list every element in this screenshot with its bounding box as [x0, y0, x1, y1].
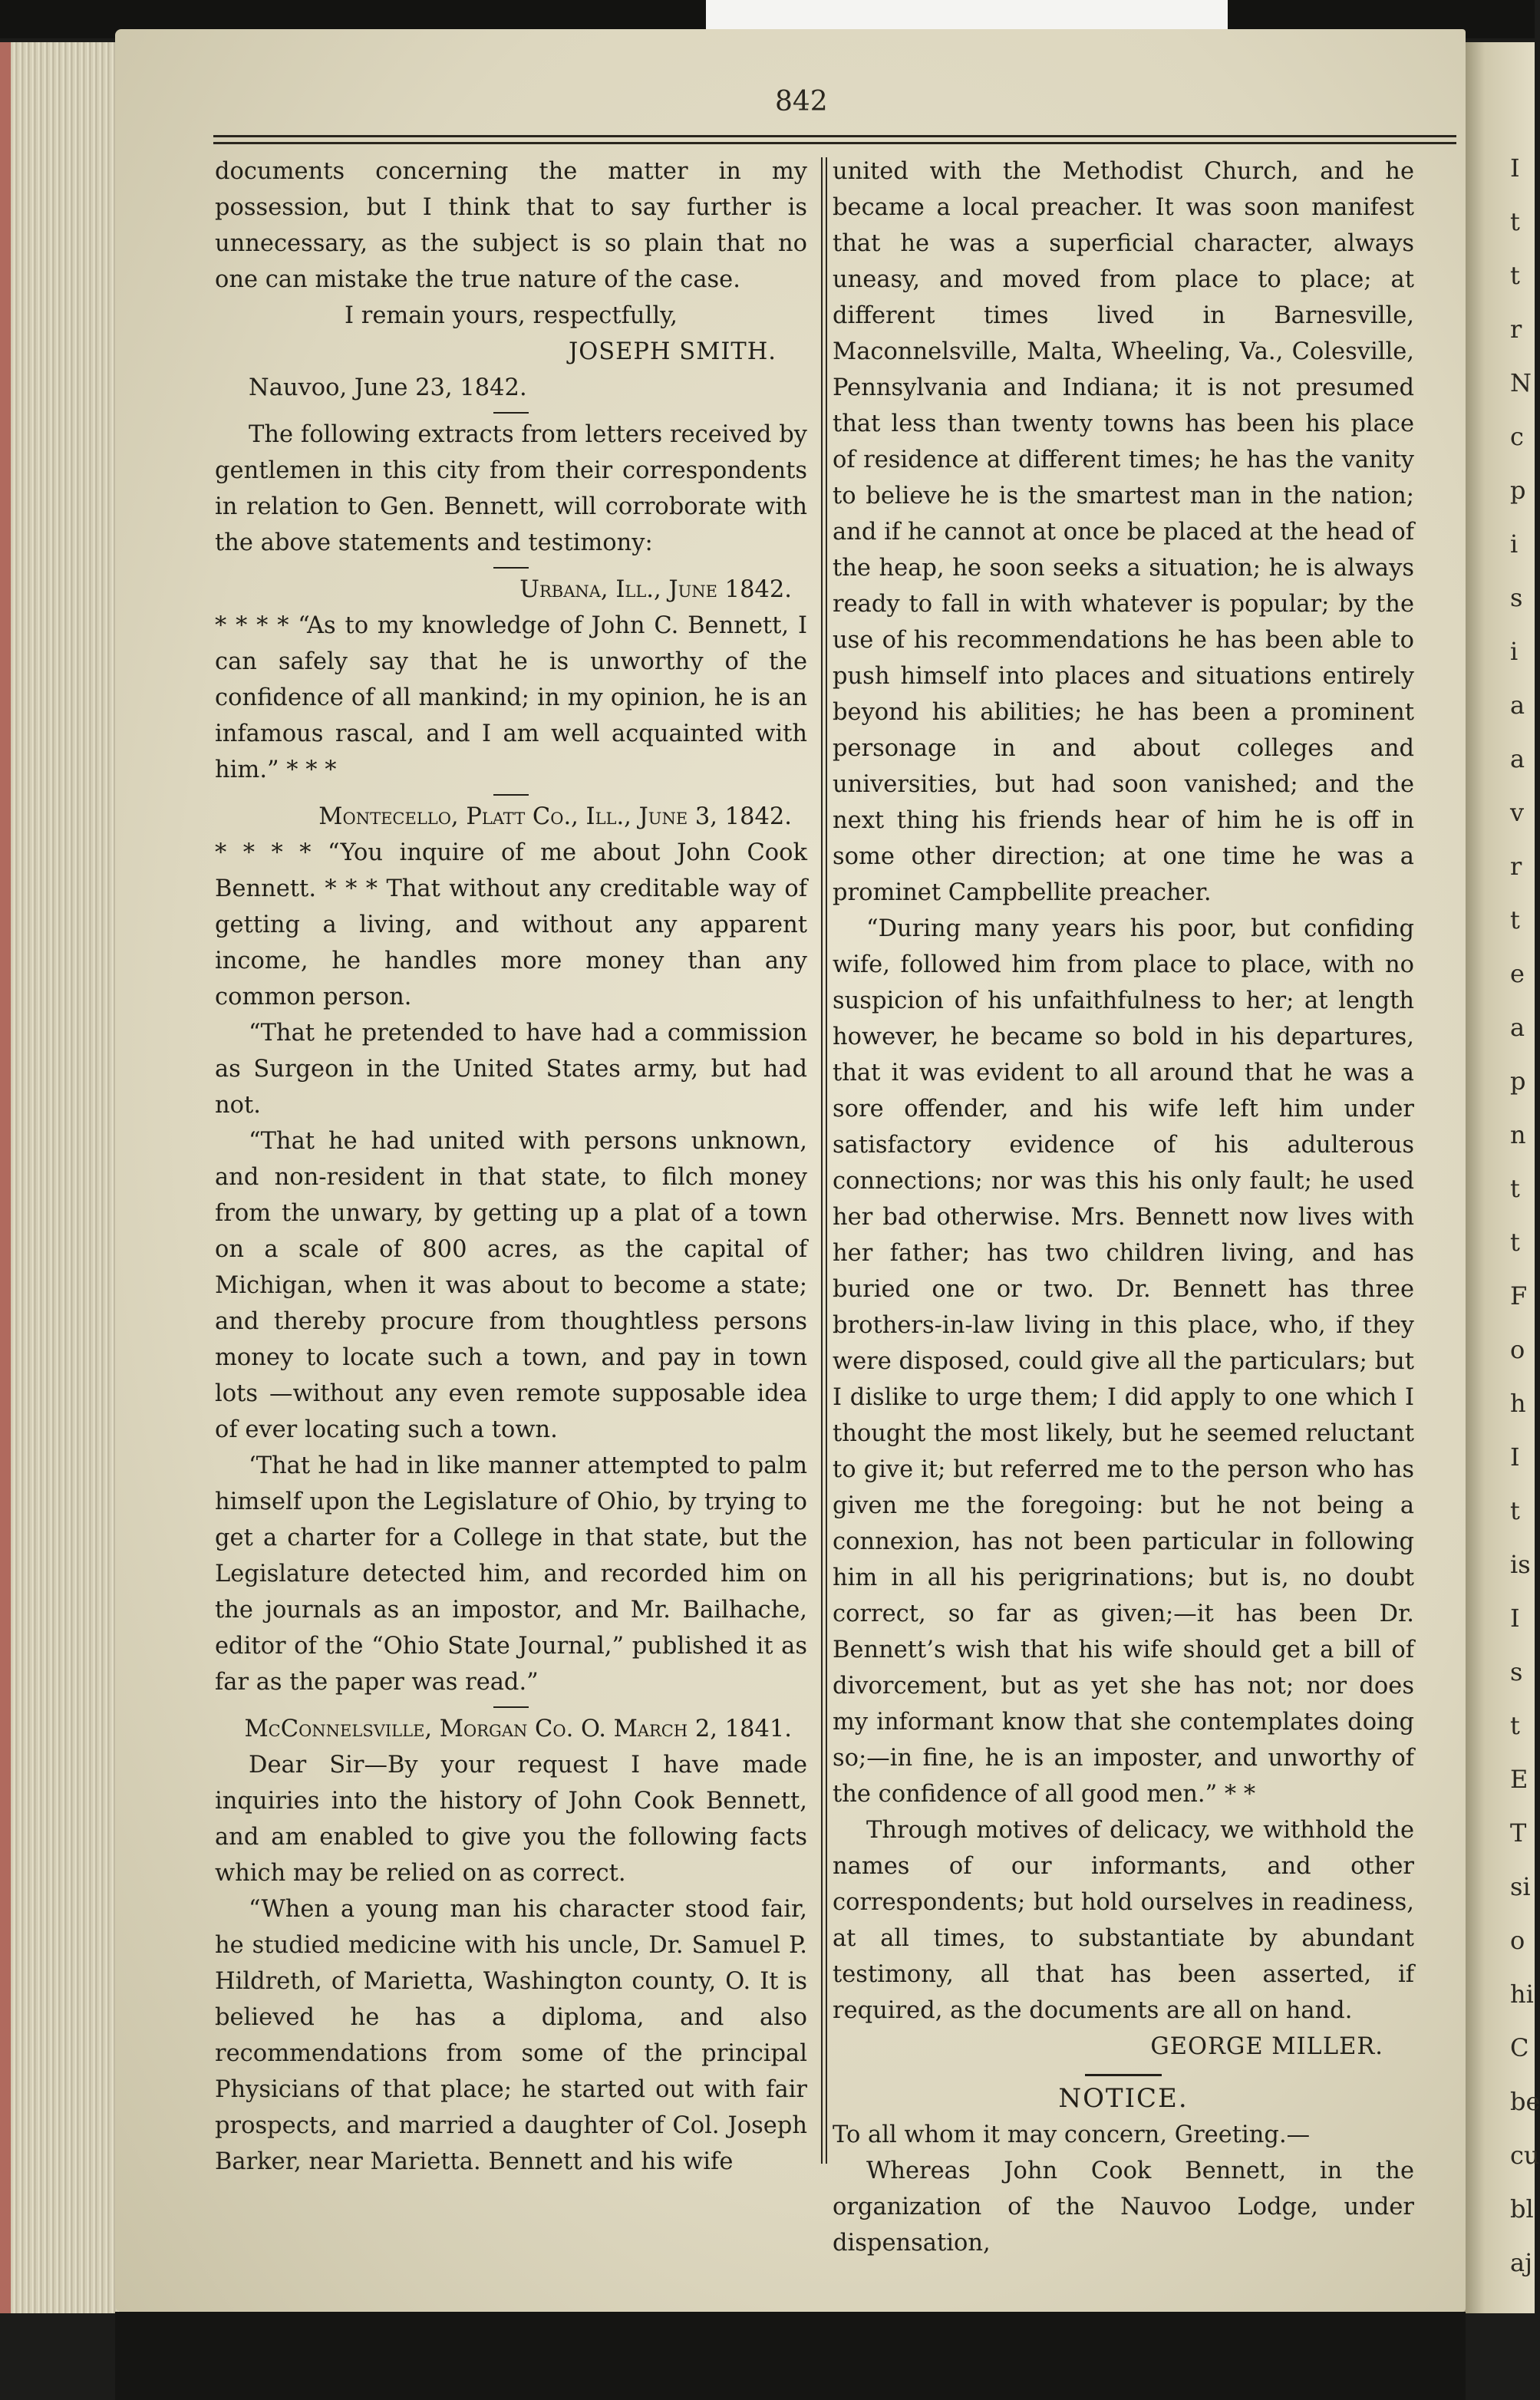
- left-column: [215, 153, 807, 2180]
- paragraph: I remain yours, respectfully,: [345, 302, 678, 329]
- facing-page-letter: I: [1510, 1604, 1520, 1633]
- facing-page-letter: T: [1510, 1818, 1527, 1848]
- paragraph: Dear Sir—By your request I have made inquiries into the history of John Cook Bennett, and am enabled to give you the following facts which may be relied on as correct.: [215, 1752, 807, 1887]
- paragraph: “That he pretended to have had a commission as Surgeon in the United States army, but had not.: [215, 1020, 807, 1119]
- paragraph: “During many years his poor, but confiding wife, followed him from place to place, with no suspicion of his unfaithfulness to her; at length however, he became so bold in his departures, that it was evident to all around that he was a sore offender, and his wife left him under satisfactory evidence of his adulterous connections; nor was this his only fault; he used her bad otherwise. Mrs. Bennett now lives with her father; has two children living, and has buried one or two. Dr. Bennett has three brothers-in-law living in this place, who, if they were disposed, could give all the particulars; but I dislike to urge them; I did apply to one which I thought the most likely, but he seemed reluctant to give it; but referred me to the person who has given me the foregoing: but he not being a connexion, has not been particular in following him in all his perigrinations; but is, no doubt correct, so far as given;—it has been Dr. Bennett’s wish that his wife should get a bill of divorcement, but as yet she has not; nor does my informant know that she contemplates doing so;—in fine, he is an imposter, and unworthy of the confidence of all good men.” * *: [833, 915, 1414, 1808]
- separator-rule: [493, 412, 529, 414]
- facing-page-letter: s: [1510, 1657, 1523, 1686]
- facing-page-letter: t: [1510, 905, 1520, 935]
- paragraph: * * * * “As to my knowledge of John C. Bennett, I can safely say that he is unworthy of the confidence of all mankind; in my opinion, he is an infamous rascal, and I am well acquainted with him.” * * *: [215, 612, 807, 783]
- facing-page-letter: v: [1510, 798, 1525, 827]
- facing-page-letter: s: [1510, 583, 1523, 612]
- facing-page-letter: bl: [1510, 2194, 1534, 2224]
- facing-page-letter: aj: [1510, 2248, 1532, 2277]
- separator-rule: [493, 794, 529, 796]
- separator-rule: [493, 567, 529, 569]
- facing-page-letter: I: [1510, 1442, 1520, 1472]
- column-divider-inner: [826, 157, 827, 2164]
- facing-page-letter: I: [1510, 153, 1520, 183]
- signature: JOSEPH SMITH.: [568, 338, 777, 365]
- paragraph: The following extracts from letters received by gentlemen in this city from their correspondents in relation to Gen. Bennett, will corroborate with the above statements and testimony:: [215, 421, 807, 556]
- facing-page-letter: t: [1510, 1228, 1520, 1257]
- paragraph: Through motives of delicacy, we withhold the names of our informants, and other correspondents; but hold ourselves in readiness, at all times, to substantiate by abundant testimony, all that has been asserted, if required, as the documents are all on hand.: [833, 1817, 1414, 2024]
- page-number: 842: [775, 86, 828, 117]
- facing-page-letter: be: [1510, 2087, 1540, 2116]
- paragraph: ‘That he had in like manner attempted to palm himself upon the Legislature of Ohio, by trying to get a charter for a College in that state, but the Legislature detected him, and recorded him on the journals as an impostor, and Mr. Bailhache, editor of the “Ohio State Journal,” published it as far as the paper was read.”: [215, 1452, 807, 1696]
- facing-page-letter: n: [1510, 1120, 1526, 1149]
- facing-page-letter: a: [1510, 744, 1525, 773]
- facing-page-letter: is: [1510, 1550, 1531, 1579]
- signature: GEORGE MILLER.: [1150, 2033, 1383, 2060]
- facing-page-letter: t: [1510, 207, 1520, 236]
- section-heading: NOTICE.: [1058, 2083, 1189, 2114]
- facing-page-letter: c: [1510, 422, 1524, 451]
- facing-page-letter: si: [1510, 1872, 1531, 1901]
- facing-page-letter: h: [1510, 1389, 1526, 1418]
- facing-page-letter: t: [1510, 1496, 1520, 1525]
- facing-page-letter: E: [1510, 1765, 1528, 1794]
- paragraph: * * * * “You inquire of me about John Cook Bennett. * * * That without any creditable way of getting a living, and without any apparent income, he handles more money than any common person.: [215, 839, 807, 1010]
- header-rule-top: [213, 135, 1456, 137]
- facing-page-letter: N: [1510, 368, 1532, 397]
- right-column: [833, 153, 1414, 2261]
- facing-page-letter: a: [1510, 691, 1525, 720]
- facing-page-letter: p: [1510, 1066, 1526, 1096]
- paragraph: Nauvoo, June 23, 1842.: [249, 374, 527, 401]
- facing-page-letter: C: [1510, 2033, 1529, 2062]
- paragraph: Whereas John Cook Bennett, in the organization of the Nauvoo Lodge, under dispensation,: [833, 2158, 1414, 2257]
- book-page-edges: [0, 42, 133, 2313]
- facing-page-letter: F: [1510, 1281, 1528, 1310]
- facing-page-letter: hi: [1510, 1980, 1534, 2009]
- facing-page-letter: e: [1510, 959, 1525, 988]
- facing-page-letter: o: [1510, 1926, 1525, 1955]
- separator-rule: [493, 1706, 529, 1708]
- facing-page-letter: o: [1510, 1335, 1525, 1364]
- facing-page-letter: p: [1510, 476, 1526, 505]
- header-rule-bottom: [213, 142, 1456, 144]
- book-edge-red: [0, 42, 11, 2313]
- paragraph: “That he had united with persons unknown, and non-resident in that state, to filch money from the unwary, by getting up a plat of a town on a scale of 800 acres, as the capital of Michigan, when it was about to become a state; and thereby procure from thoughtless persons money to locate such a town, and pay in town lots —without any even remote supposable idea of ever locating such a town.: [215, 1128, 807, 1443]
- column-divider: [821, 157, 823, 2164]
- facing-page-letter: t: [1510, 1711, 1520, 1740]
- paragraph: united with the Methodist Church, and he became a local preacher. It was soon manifest that he was a superficial character, always uneasy, and moved from place to place; at different times lived in Barnesville, Maconnelsville, Malta, Wheeling, Va., Colesville, Pennsylvania and Indiana; it is not presumed that less than twenty towns has been his place of residence at different times; he has the vanity to believe he is the smartest man in the nation; and if he cannot at once be placed at the head of the heap, he soon seeks a situation; he is always ready to fall in with whatever is popular; by the use of his recommendations he has been able to push himself into places and situations entirely beyond his abilities; he has been a prominent personage in and about colleges and universities, but had soon vanished; and the next thing his friends hear of him he is off in some other direction; at one time he was a prominet Campbellite preacher.: [833, 158, 1414, 906]
- paragraph: documents concerning the matter in my possession, but I think that to say further is unnecessary, as the subject is so plain that no one can mistake the true nature of the case.: [215, 158, 807, 293]
- facing-page-letter: r: [1510, 852, 1522, 881]
- paragraph: “When a young man his character stood fair, he studied medicine with his uncle, Dr. Samuel P. Hildreth, of Marietta, Washington county, O. It is believed he has a diploma, and also recommendations from some of the principal Physicians of that place; he started out with fair prospects, and married a daughter of Col. Joseph Barker, near Marietta. Bennett and his wife: [215, 1896, 807, 2175]
- facing-page-letter: i: [1510, 529, 1519, 559]
- facing-page-letter: r: [1510, 315, 1522, 344]
- facing-page-letter: t: [1510, 261, 1520, 290]
- dateline: Urbana, Ill., June 1842.: [519, 576, 792, 603]
- bottom-background: [115, 2312, 1466, 2400]
- facing-page-letter: t: [1510, 1174, 1520, 1203]
- paragraph: To all whom it may concern, Greeting.—: [833, 2121, 1311, 2148]
- facing-page-letter: i: [1510, 637, 1519, 666]
- dateline: McConnelsville, Morgan Co. O. March 2, 1841.: [244, 1716, 792, 1742]
- facing-page-letter: a: [1510, 1013, 1525, 1042]
- facing-page-letter: cu: [1510, 2141, 1540, 2170]
- separator-rule-wide: [1085, 2074, 1162, 2076]
- dateline: Montecello, Platt Co., Ill., June 3, 1842.: [318, 803, 792, 830]
